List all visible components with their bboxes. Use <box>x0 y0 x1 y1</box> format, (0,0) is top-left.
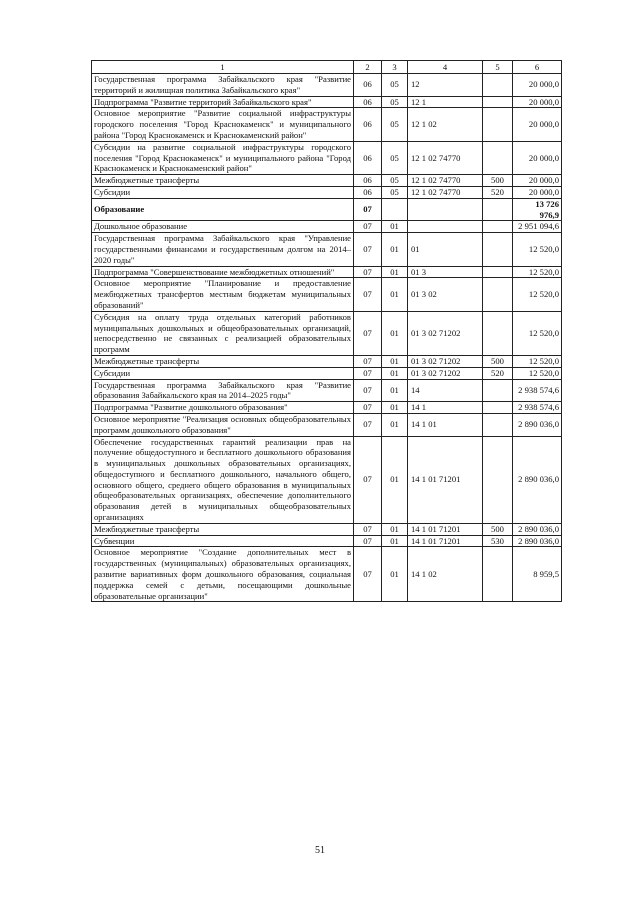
target-article-cell: 12 1 02 <box>408 108 483 141</box>
subsection-code-cell: 05 <box>382 141 408 174</box>
section-code-cell: 07 <box>354 379 382 402</box>
expense-type-cell: 500 <box>483 175 513 187</box>
table-row <box>92 141 562 174</box>
target-article-cell: 12 <box>408 74 483 97</box>
section-code-cell: 06 <box>354 186 382 198</box>
target-article-cell: 01 3 02 <box>408 278 483 311</box>
expense-type-cell <box>483 96 513 108</box>
column-header: 3 <box>382 61 408 74</box>
amount-cell: 8 959,5 <box>513 547 562 602</box>
row-name-cell: Субсидии <box>92 186 354 198</box>
expense-type-cell <box>483 278 513 311</box>
table-row <box>92 413 562 436</box>
section-code-cell: 07 <box>354 535 382 547</box>
target-article-cell: 12 1 02 74770 <box>408 186 483 198</box>
page-number: 51 <box>315 845 325 856</box>
section-code-cell: 06 <box>354 74 382 97</box>
row-name-cell: Субсидии на развитие социальной инфраструктуры городского поселения "Город Краснокаменск" и муниципального района "Город Краснокаменск и Краснокаменский район" <box>92 141 354 174</box>
expense-type-cell: 520 <box>483 367 513 379</box>
amount-cell: 12 520,0 <box>513 266 562 278</box>
target-article-cell: 14 1 <box>408 402 483 414</box>
section-code-cell: 07 <box>354 436 382 523</box>
amount-cell: 2 890 036,0 <box>513 535 562 547</box>
section-code-cell: 07 <box>354 523 382 535</box>
table-row <box>92 233 562 266</box>
row-name-cell: Государственная программа Забайкальского края "Развитие образования Забайкальского края на 2014–2025 годы" <box>92 379 354 402</box>
target-article-cell: 12 1 <box>408 96 483 108</box>
table-row <box>92 198 562 221</box>
section-code-cell: 07 <box>354 278 382 311</box>
amount-cell: 12 520,0 <box>513 278 562 311</box>
expense-type-cell <box>483 311 513 355</box>
column-header: 6 <box>513 61 562 74</box>
amount-cell: 20 000,0 <box>513 175 562 187</box>
expense-type-cell <box>483 547 513 602</box>
subsection-code-cell: 05 <box>382 96 408 108</box>
subsection-code-cell: 01 <box>382 379 408 402</box>
expense-type-cell <box>483 402 513 414</box>
table-row <box>92 175 562 187</box>
subsection-code-cell: 01 <box>382 221 408 233</box>
table-row <box>92 535 562 547</box>
column-header: 2 <box>354 61 382 74</box>
amount-cell: 20 000,0 <box>513 141 562 174</box>
amount-cell: 12 520,0 <box>513 367 562 379</box>
amount-cell: 2 951 094,6 <box>513 221 562 233</box>
subsection-code-cell: 01 <box>382 547 408 602</box>
subsection-code-cell: 05 <box>382 108 408 141</box>
row-name-cell: Обеспечение государственных гарантий реализации прав на получение общедоступного и бесплатного дошкольного образования в муниципальных дошкольных образовательных организациях, общедоступного и бесплатного дошкольного, начального общего, основного общего, среднего общего образования в муниципальных общеобразовательных организациях, обеспечение дополнительного образования детей в муниципальных общеобразовательных организациях <box>92 436 354 523</box>
amount-cell: 20 000,0 <box>513 186 562 198</box>
table-row <box>92 379 562 402</box>
row-name-cell: Подпрограмма "Совершенствование межбюджетных отношений" <box>92 266 354 278</box>
target-article-cell: 14 1 02 <box>408 547 483 602</box>
section-code-cell: 07 <box>354 367 382 379</box>
budget-table-sheet <box>91 60 561 602</box>
subsection-code-cell: 01 <box>382 523 408 535</box>
amount-cell: 2 938 574,6 <box>513 379 562 402</box>
amount-cell: 13 726 976,9 <box>513 198 562 221</box>
column-header: 4 <box>408 61 483 74</box>
table-row <box>92 367 562 379</box>
row-name-cell: Основное мероприятие "Развитие социальной инфраструктуры городского поселения "Город Краснокаменск" и муниципального района "Город Краснокаменск и Краснокаменский район" <box>92 108 354 141</box>
target-article-cell: 14 1 01 71201 <box>408 535 483 547</box>
target-article-cell: 01 3 02 71202 <box>408 367 483 379</box>
subsection-code-cell: 01 <box>382 355 408 367</box>
target-article-cell: 14 <box>408 379 483 402</box>
amount-cell: 20 000,0 <box>513 74 562 97</box>
target-article-cell: 01 <box>408 233 483 266</box>
subsection-code-cell: 01 <box>382 266 408 278</box>
expense-type-cell <box>483 233 513 266</box>
subsection-code-cell: 01 <box>382 233 408 266</box>
section-code-cell: 06 <box>354 96 382 108</box>
row-name-cell: Межбюджетные трансферты <box>92 523 354 535</box>
row-name-cell: Основное мероприятие "Планирование и предоставление межбюджетных трансфертов местным бюджетам муниципальных образований" <box>92 278 354 311</box>
section-code-cell: 06 <box>354 175 382 187</box>
section-code-cell: 06 <box>354 141 382 174</box>
amount-cell: 12 520,0 <box>513 355 562 367</box>
amount-cell: 12 520,0 <box>513 233 562 266</box>
row-name-cell: Подпрограмма "Развитие территорий Забайкальского края" <box>92 96 354 108</box>
target-article-cell: 14 1 01 71201 <box>408 436 483 523</box>
target-article-cell: 01 3 02 71202 <box>408 355 483 367</box>
table-row <box>92 523 562 535</box>
expense-type-cell: 520 <box>483 186 513 198</box>
row-name-cell: Дошкольное образование <box>92 221 354 233</box>
amount-cell: 2 890 036,0 <box>513 436 562 523</box>
subsection-code-cell: 01 <box>382 535 408 547</box>
amount-cell: 2 890 036,0 <box>513 523 562 535</box>
table-row <box>92 311 562 355</box>
table-row <box>92 266 562 278</box>
section-code-cell: 07 <box>354 233 382 266</box>
column-header: 1 <box>92 61 354 74</box>
amount-cell: 20 000,0 <box>513 108 562 141</box>
column-header: 5 <box>483 61 513 74</box>
table-row <box>92 355 562 367</box>
section-code-cell: 07 <box>354 413 382 436</box>
expense-type-cell: 530 <box>483 535 513 547</box>
expense-type-cell <box>483 198 513 221</box>
section-code-cell: 07 <box>354 266 382 278</box>
table-row <box>92 278 562 311</box>
subsection-code-cell: 05 <box>382 175 408 187</box>
target-article-cell <box>408 198 483 221</box>
target-article-cell: 12 1 02 74770 <box>408 175 483 187</box>
row-name-cell: Межбюджетные трансферты <box>92 355 354 367</box>
amount-cell: 12 520,0 <box>513 311 562 355</box>
table-header-row <box>92 61 562 74</box>
expense-type-cell <box>483 108 513 141</box>
expense-type-cell <box>483 221 513 233</box>
table-row <box>92 547 562 602</box>
target-article-cell: 01 3 02 71202 <box>408 311 483 355</box>
amount-cell: 2 890 036,0 <box>513 413 562 436</box>
section-code-cell: 06 <box>354 108 382 141</box>
amount-cell: 2 938 574,6 <box>513 402 562 414</box>
subsection-code-cell: 01 <box>382 436 408 523</box>
subsection-code-cell: 01 <box>382 402 408 414</box>
subsection-code-cell: 01 <box>382 278 408 311</box>
section-code-cell: 07 <box>354 355 382 367</box>
section-code-cell: 07 <box>354 402 382 414</box>
row-name-cell: Основное мероприятие "Создание дополнительных мест в государственных (муниципальных) образовательных организациях, развитие вариативных форм дошкольного образования, социальная поддержка семей с детьми, посещающими дошкольные образовательные организации" <box>92 547 354 602</box>
table-row <box>92 108 562 141</box>
section-code-cell: 07 <box>354 311 382 355</box>
section-code-cell: 07 <box>354 198 382 221</box>
budget-table <box>91 60 562 602</box>
row-name-cell: Субсидия на оплату труда отдельных категорий работников муниципальных дошкольных и общеобразовательных организаций, непосредственно не связанных с реализацией образовательных программ <box>92 311 354 355</box>
expense-type-cell: 500 <box>483 523 513 535</box>
row-name-cell: Подпрограмма "Развитие дошкольного образования" <box>92 402 354 414</box>
table-row <box>92 221 562 233</box>
subsection-code-cell: 01 <box>382 311 408 355</box>
subsection-code-cell: 05 <box>382 74 408 97</box>
amount-cell: 20 000,0 <box>513 96 562 108</box>
subsection-code-cell: 01 <box>382 413 408 436</box>
row-name-cell: Субсидии <box>92 367 354 379</box>
row-name-cell: Субвенции <box>92 535 354 547</box>
table-row <box>92 186 562 198</box>
table-row <box>92 74 562 97</box>
row-name-cell: Образование <box>92 198 354 221</box>
expense-type-cell <box>483 413 513 436</box>
expense-type-cell <box>483 266 513 278</box>
expense-type-cell <box>483 141 513 174</box>
target-article-cell <box>408 221 483 233</box>
expense-type-cell: 500 <box>483 355 513 367</box>
table-row <box>92 402 562 414</box>
table-row <box>92 436 562 523</box>
subsection-code-cell: 05 <box>382 186 408 198</box>
section-code-cell: 07 <box>354 547 382 602</box>
row-name-cell: Основное мероприятие "Реализация основных общеобразовательных программ дошкольного образования" <box>92 413 354 436</box>
table-row <box>92 96 562 108</box>
target-article-cell: 12 1 02 74770 <box>408 141 483 174</box>
subsection-code-cell <box>382 198 408 221</box>
target-article-cell: 01 3 <box>408 266 483 278</box>
row-name-cell: Межбюджетные трансферты <box>92 175 354 187</box>
target-article-cell: 14 1 01 71201 <box>408 523 483 535</box>
row-name-cell: Государственная программа Забайкальского края "Развитие территорий и жилищная политика Забайкальского края" <box>92 74 354 97</box>
section-code-cell: 07 <box>354 221 382 233</box>
expense-type-cell <box>483 379 513 402</box>
expense-type-cell <box>483 74 513 97</box>
row-name-cell: Государственная программа Забайкальского края "Управление государственными финансами и государственным долгом на 2014–2020 годы" <box>92 233 354 266</box>
expense-type-cell <box>483 436 513 523</box>
target-article-cell: 14 1 01 <box>408 413 483 436</box>
subsection-code-cell: 01 <box>382 367 408 379</box>
